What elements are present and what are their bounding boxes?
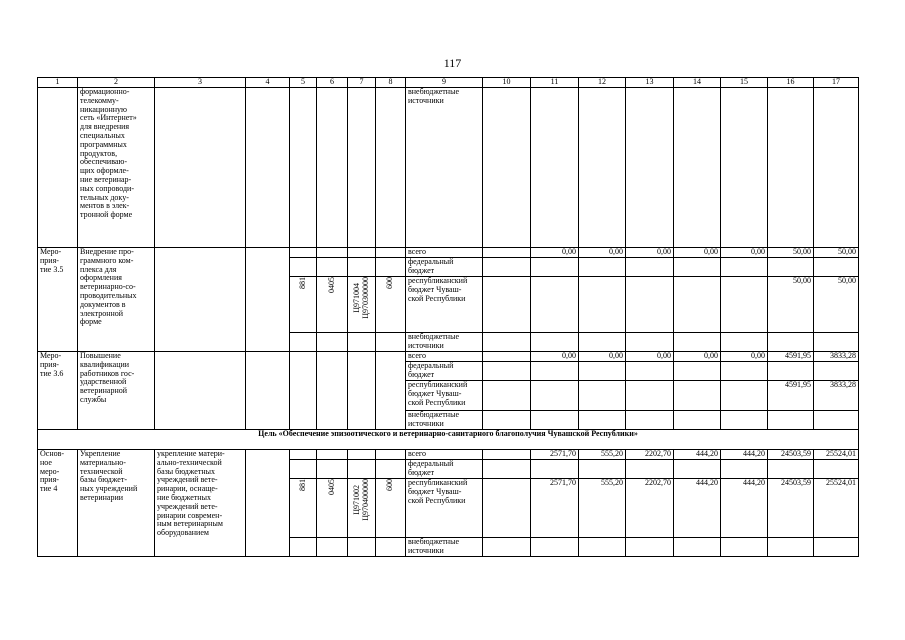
table-row: [38, 352, 859, 362]
activity-code-cell: Меро- прия- тие 3.6: [38, 352, 78, 430]
value-cell: 2202,70: [626, 450, 674, 460]
value-cell: 444,20: [721, 450, 768, 460]
page-number: 117: [443, 56, 462, 70]
header-cell: 12: [579, 78, 626, 88]
activity-description-cell: укрепление матери- ально-технической базы бюджетных учреждений вете- ринарии, оснаще- ние бюджетных учреждений вете- ринарии современ- ным ветеринарным оборудованием: [155, 450, 246, 557]
value-cell: 555,20: [579, 450, 626, 460]
value-cell: 0,00: [531, 248, 579, 258]
table-row: [38, 450, 859, 460]
goal-row: [38, 430, 859, 450]
kbk-code: Ц971004 Ц970300000: [351, 277, 370, 319]
header-cell: 4: [246, 78, 290, 88]
activity-code-cell: Меро- прия- тие 3.5: [38, 248, 78, 352]
value-cell: 24503,59: [768, 479, 814, 538]
header-cell: 1: [38, 78, 78, 88]
header-cell: 8: [376, 78, 406, 88]
value-cell: 0,00: [579, 248, 626, 258]
value-cell: 444,20: [674, 479, 721, 538]
kbk-code: 0405: [326, 479, 336, 495]
funding-source-cell: внебюджетные источники: [406, 411, 483, 430]
value-cell: 0,00: [579, 352, 626, 362]
value-cell: 0,00: [674, 352, 721, 362]
header-row: [38, 78, 859, 88]
value-cell: 2571,70: [531, 479, 579, 538]
value-cell: 0,00: [626, 248, 674, 258]
kbk-code: 0405: [326, 277, 336, 293]
kbk-code: Ц971002 Ц970400000: [351, 479, 370, 521]
header-cell: 5: [290, 78, 317, 88]
funding-source-cell: всего: [406, 450, 483, 460]
table-row: [38, 248, 859, 258]
value-cell: 50,00: [814, 277, 859, 333]
value-cell: 0,00: [721, 248, 768, 258]
funding-source-cell: федеральный бюджет: [406, 460, 483, 479]
value-cell: 50,00: [768, 277, 814, 333]
program-table: [37, 77, 859, 557]
funding-source-cell: внебюджетные источники: [406, 88, 483, 248]
value-cell: 50,00: [768, 248, 814, 258]
value-cell: 2571,70: [531, 450, 579, 460]
header-cell: 3: [155, 78, 246, 88]
kbk-code: 881: [297, 479, 307, 491]
value-cell: 0,00: [626, 352, 674, 362]
value-cell: 444,20: [721, 479, 768, 538]
funding-source-cell: республиканский бюджет Чуваш- ской Республики: [406, 479, 483, 538]
funding-source-cell: всего: [406, 352, 483, 362]
funding-source-cell: республиканский бюджет Чуваш- ской Республики: [406, 381, 483, 411]
header-cell: 11: [531, 78, 579, 88]
value-cell: 25524,01: [814, 450, 859, 460]
value-cell: 0,00: [721, 352, 768, 362]
value-cell: 3833,28: [814, 352, 859, 362]
goal-heading: Цель «Обеспечение эпизоотического и ветеринарно-санитарного благополучия Чувашской Республики»: [38, 430, 859, 450]
value-cell: 24503,59: [768, 450, 814, 460]
value-cell: 2202,70: [626, 479, 674, 538]
value-cell: 50,00: [814, 248, 859, 258]
header-cell: 6: [317, 78, 348, 88]
activity-name-cell: формационно- телекомму- никационную сеть «Интернет» для внедрения специальных программных продуктов, обеспечиваю- щих оформле- ние ветеринар- ных сопроводи- тельных доку- ментов в элек- тронной форме: [78, 88, 155, 248]
funding-source-cell: республиканский бюджет Чуваш- ской Республики: [406, 277, 483, 333]
activity-name-cell: Внедрение про- граммного ком- плекса для оформления ветеринарно-со- проводительных документов в электронной форме: [78, 248, 155, 352]
activity-name-cell: Повышение квалификации работников гос- ударственной ветеринарной службы: [78, 352, 155, 430]
header-cell: 9: [406, 78, 483, 88]
funding-source-cell: всего: [406, 248, 483, 258]
header-cell: 10: [483, 78, 531, 88]
funding-source-cell: федеральный бюджет: [406, 258, 483, 277]
header-cell: 17: [814, 78, 859, 88]
value-cell: 25524,01: [814, 479, 859, 538]
kbk-code: 600: [385, 479, 395, 491]
activity-name-cell: Укрепление материально- технической базы бюджет- ных учреждений ветеринарии: [78, 450, 155, 557]
table-row: [38, 88, 859, 248]
funding-source-cell: внебюджетные источники: [406, 538, 483, 557]
value-cell: 3833,28: [814, 381, 859, 411]
value-cell: 4591,95: [768, 381, 814, 411]
header-cell: 15: [721, 78, 768, 88]
header-cell: 7: [348, 78, 376, 88]
kbk-code: 600: [385, 277, 395, 289]
value-cell: 4591,95: [768, 352, 814, 362]
activity-code-cell: Основ- ное меро- прия- тие 4: [38, 450, 78, 557]
header-cell: 2: [78, 78, 155, 88]
header-cell: 14: [674, 78, 721, 88]
kbk-code: 881: [297, 277, 307, 289]
value-cell: 555,20: [579, 479, 626, 538]
value-cell: 0,00: [531, 352, 579, 362]
header-cell: 13: [626, 78, 674, 88]
funding-source-cell: внебюджетные источники: [406, 333, 483, 352]
value-cell: 444,20: [674, 450, 721, 460]
value-cell: 0,00: [674, 248, 721, 258]
funding-source-cell: федеральный бюджет: [406, 362, 483, 381]
header-cell: 16: [768, 78, 814, 88]
